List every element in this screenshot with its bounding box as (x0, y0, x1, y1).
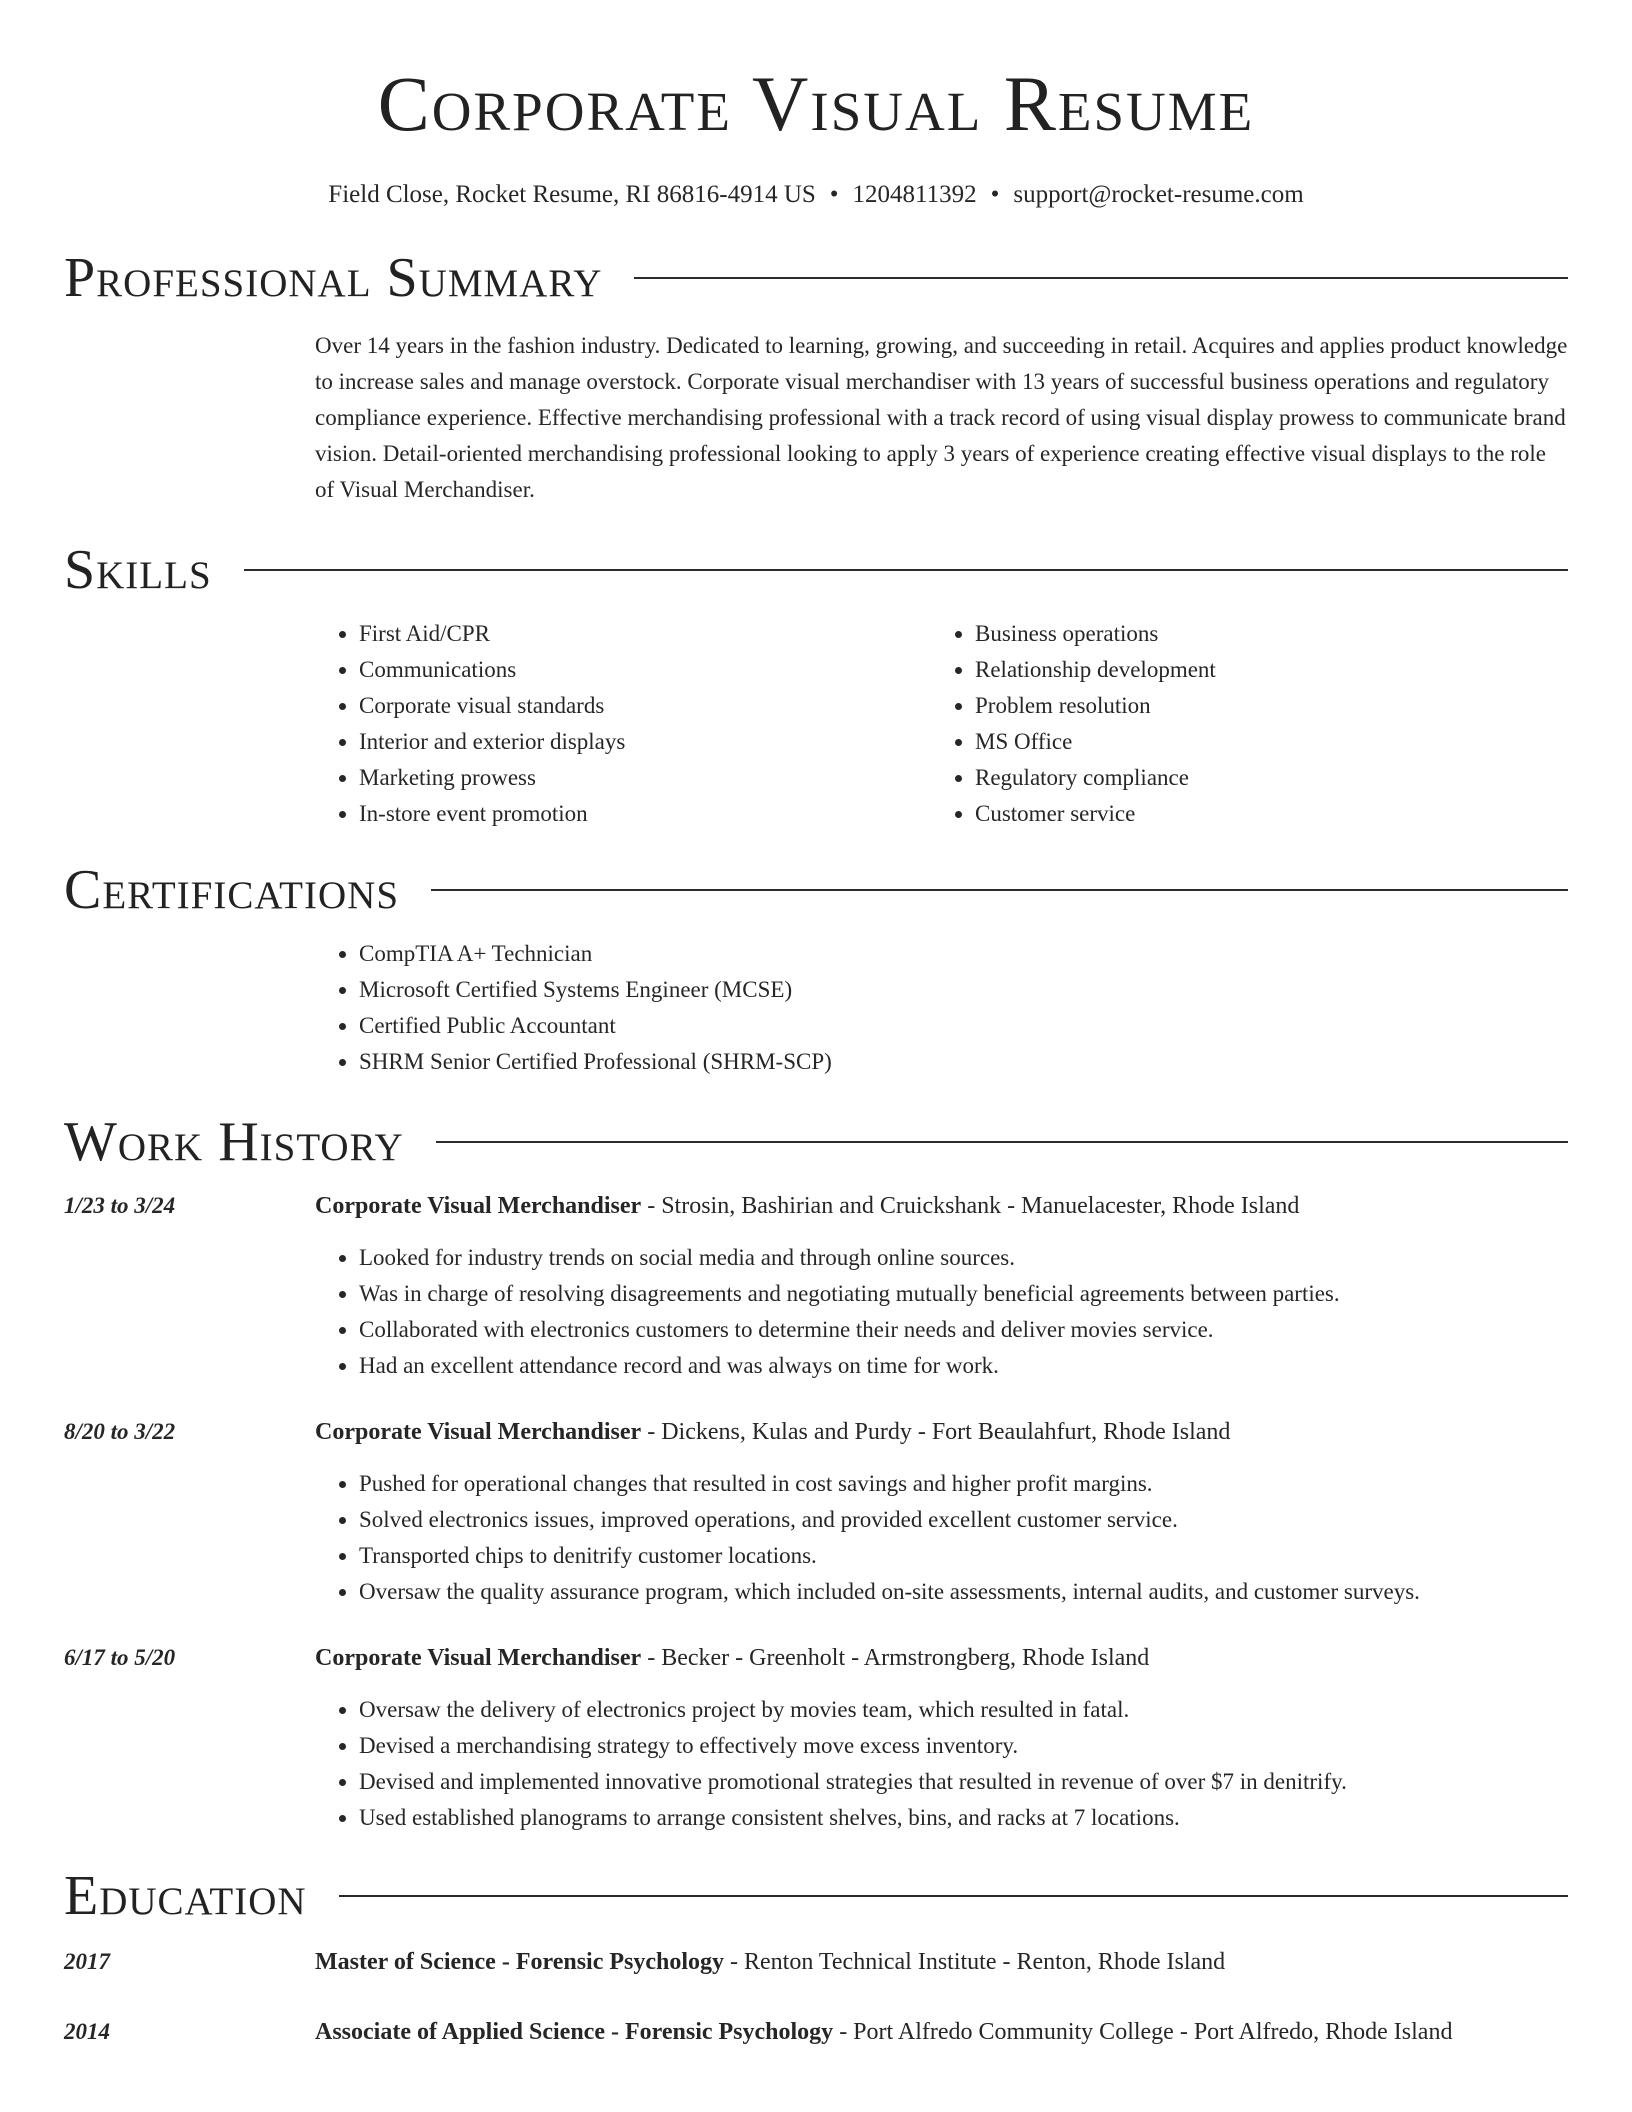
education-year: 2017 (64, 1949, 110, 1974)
section-title-skills: Skills (64, 539, 212, 601)
skills-grid (315, 616, 1568, 832)
contact-phone: 1204811392 (852, 181, 977, 208)
certification-item: • Certified Public Accountant (359, 1008, 1568, 1044)
job-dates: 1/23 to 3/24 (64, 1193, 176, 1218)
job-details (315, 1188, 1568, 1384)
summary-section (0, 246, 1632, 508)
skill-item: • Communications (359, 652, 931, 688)
education-school-location: - Renton Technical Institute - Renton, Rhode Island (724, 1949, 1226, 1975)
job-bullets (315, 1466, 1568, 1610)
certification-item: • SHRM Senior Certified Professional (SHRM-SCP) (359, 1044, 1568, 1080)
work-history-section (0, 1110, 1632, 1836)
job-dates: 8/20 to 3/22 (64, 1419, 176, 1444)
section-rule (431, 889, 1568, 891)
resume-name: Corporate Visual Resume (377, 60, 1255, 147)
section-rule (634, 277, 1568, 279)
resume-header (0, 0, 1632, 210)
section-title-work-history: Work History (64, 1111, 404, 1173)
job-details (315, 1640, 1568, 1836)
job-bullets (315, 1240, 1568, 1384)
skill-item: • Customer service (975, 796, 1547, 832)
job-bullet: • Oversaw the quality assurance program, which included on-site assessments, internal audits, and customer surveys. (359, 1574, 1568, 1610)
skills-column-right (931, 616, 1547, 832)
education-year: 2014 (64, 2019, 110, 2044)
job-title-line (315, 1414, 1568, 1450)
education-degree: Associate of Applied Science - Forensic Psychology (315, 2019, 834, 2045)
education-details (315, 2014, 1568, 2050)
certification-item: • CompTIA A+ Technician (359, 936, 1568, 972)
section-title-certifications: Certifications (64, 859, 400, 921)
job-entry (64, 1188, 1568, 1384)
job-bullet: • Was in charge of resolving disagreements and negotiating mutually beneficial agreements between parties. (359, 1276, 1568, 1312)
summary-text: Over 14 years in the fashion industry. Dedicated to learning, growing, and succeeding in retail. Acquires and applies product knowledge to increase sales and manage overstock. Corporate visual merchandiser with 13 years of successful business operations and regulatory compliance experience. Effective merchandising professional with a track record of using visual display prowess to communicate brand vision. Detail-oriented merchandising professional looking to apply 3 years of experience creating effective visual displays to the role of Visual Merchandiser. (315, 333, 1568, 502)
skill-item: • In-store event promotion (359, 796, 931, 832)
education-entry (64, 1944, 1568, 1980)
skill-item: • First Aid/CPR (359, 616, 931, 652)
job-bullet: • Devised and implemented innovative promotional strategies that resulted in revenue of over $7 in denitrify. (359, 1764, 1568, 1800)
education-list (64, 1944, 1568, 2050)
work-history-list (64, 1188, 1568, 1836)
job-dates: 6/17 to 5/20 (64, 1645, 176, 1670)
section-rule (244, 569, 1568, 571)
section-header (64, 1110, 1568, 1174)
job-entry (64, 1414, 1568, 1610)
education-degree: Master of Science - Forensic Psychology (315, 1949, 725, 1975)
section-header (64, 1864, 1568, 1928)
certifications-list (315, 936, 1568, 1080)
job-title-line (315, 1188, 1568, 1224)
section-rule (436, 1141, 1568, 1143)
skill-item: • Corporate visual standards (359, 688, 931, 724)
section-header (64, 858, 1568, 922)
job-bullet: • Used established planograms to arrange consistent shelves, bins, and racks at 7 locations. (359, 1800, 1568, 1836)
job-bullet: • Collaborated with electronics customers to determine their needs and deliver movies service. (359, 1312, 1568, 1348)
section-rule (339, 1895, 1568, 1897)
education-entry (64, 2014, 1568, 2050)
job-title-line (315, 1640, 1568, 1676)
contact-line (0, 180, 1632, 210)
contact-separator: • (990, 181, 1000, 208)
job-entry (64, 1640, 1568, 1836)
job-bullet: • Oversaw the delivery of electronics project by movies team, which resulted in fatal. (359, 1692, 1568, 1728)
skills-column-left (315, 616, 931, 832)
job-bullet: • Had an excellent attendance record and was always on time for work. (359, 1348, 1568, 1384)
contact-address: Field Close, Rocket Resume, RI 86816-4914 US (328, 181, 816, 208)
certification-item: • Microsoft Certified Systems Engineer (MCSE) (359, 972, 1568, 1008)
job-title: Corporate Visual Merchandiser (315, 1645, 642, 1671)
contact-email: support@rocket-resume.com (1013, 181, 1304, 208)
job-details (315, 1414, 1568, 1610)
education-section (0, 1864, 1632, 2050)
section-header (64, 538, 1568, 602)
job-bullets (315, 1692, 1568, 1836)
contact-separator: • (829, 181, 839, 208)
job-title: Corporate Visual Merchandiser (315, 1419, 642, 1445)
education-school-location: - Port Alfredo Community College - Port Alfredo, Rhode Island (833, 2019, 1453, 2045)
section-header (64, 246, 1568, 310)
skills-section (0, 538, 1632, 832)
skill-item: • Marketing prowess (359, 760, 931, 796)
job-employer-location: - Strosin, Bashirian and Cruickshank - Manuelacester, Rhode Island (641, 1193, 1300, 1219)
job-title: Corporate Visual Merchandiser (315, 1193, 642, 1219)
skills-list-right (931, 616, 1547, 832)
job-bullet: • Transported chips to denitrify customer locations. (359, 1538, 1568, 1574)
job-employer-location: - Becker - Greenholt - Armstrongberg, Rhode Island (641, 1645, 1150, 1671)
skill-item: • Interior and exterior displays (359, 724, 931, 760)
certifications-body (315, 936, 1568, 1080)
job-bullet: • Devised a merchandising strategy to effectively move excess inventory. (359, 1728, 1568, 1764)
job-employer-location: - Dickens, Kulas and Purdy - Fort Beaulahfurt, Rhode Island (641, 1419, 1231, 1445)
skill-item: • Regulatory compliance (975, 760, 1547, 796)
certifications-section (0, 858, 1632, 1080)
section-title-education: Education (64, 1865, 307, 1927)
skill-item: • MS Office (975, 724, 1547, 760)
job-bullet: • Pushed for operational changes that resulted in cost savings and higher profit margins. (359, 1466, 1568, 1502)
job-bullet: • Solved electronics issues, improved operations, and provided excellent customer service. (359, 1502, 1568, 1538)
section-title-summary: Professional Summary (64, 247, 603, 309)
skills-list-left (315, 616, 931, 832)
education-details (315, 1944, 1568, 1980)
job-bullet: • Looked for industry trends on social media and through online sources. (359, 1240, 1568, 1276)
skill-item: • Business operations (975, 616, 1547, 652)
skill-item: • Relationship development (975, 652, 1547, 688)
skill-item: • Problem resolution (975, 688, 1547, 724)
